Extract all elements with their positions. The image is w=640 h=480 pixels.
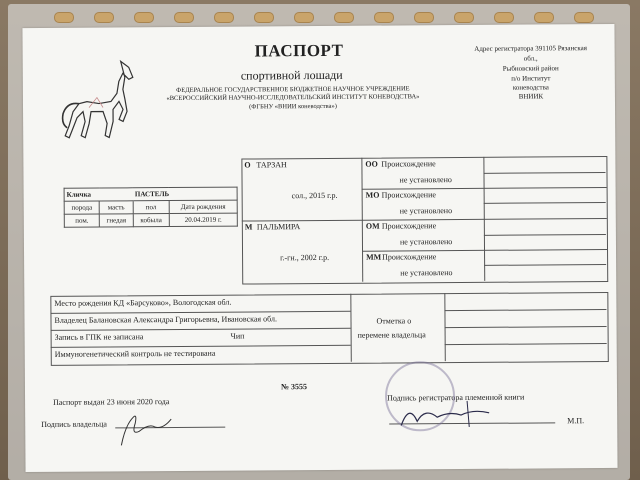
registrar-address-line-5: коневодства [512,83,549,92]
organization-line-2: «ВСЕРОССИЙСКИЙ НАУЧНО-ИССЛЕДОВАТЕЛЬСКИЙ ИНСТИТУТ КОНЕВОДСТВА» [166,93,420,103]
hole [174,12,194,23]
registrar-signature-icon [397,397,497,432]
hole [494,12,514,23]
hole [374,12,394,23]
seal-mark-label: М.П. [567,416,585,426]
registrar-address-line-1: Адрес регистратора 391105 Рязанская [474,44,587,53]
hole [334,12,354,23]
pedigree-text: не установлено [399,175,452,185]
registrar-address-line-4: п/о Институт [511,74,551,83]
hole [414,12,434,23]
birthplace-text: Место рождения КД «Барсуково», Вологодская обл. [54,297,232,308]
page-subtitle: спортивной лошади [240,67,343,83]
hole [94,12,114,23]
hole [54,12,74,23]
color-header: масть [99,201,133,214]
issued-date: Паспорт выдан 23 июня 2020 года [53,397,170,407]
hole [134,12,154,23]
owner-signature-label: Подпись владельца [41,419,107,429]
registrar-address-line-3: Рыбновский район [502,64,559,73]
sire-info: сол., 2015 г.р. [291,190,338,201]
pedigree-text: Происхождение [381,221,437,231]
name-label: Кличка [64,188,133,201]
horse-info-table [64,187,238,228]
pedigree-text: не установлено [399,206,453,216]
pedigree-text: Происхождение [381,190,436,200]
organization-line-3: (ФГБНУ «ВНИИ коневодства») [249,102,337,111]
owner-text: Владелец Балановская Александра Григорьевна, Ивановская обл. [54,314,277,325]
breed-value: пом. [64,214,99,227]
dam-prefix: М [244,222,253,232]
registrar-address-line-2: обл., [523,54,538,63]
name-value: ПАСТЕЛЬ [133,187,237,201]
pedigree-text: не установлено [399,237,453,247]
gpk-text: Запись в ГПК не записана [54,332,144,342]
owner-change-label-1: Отметка о [376,316,412,326]
chip-label: Чип [230,331,245,341]
sex-value: кобыла [133,214,169,227]
dam-info: г.-гн., 2002 г.р. [280,252,330,263]
breed-header: порода [64,201,99,214]
pedigree-code-mo: МО [365,190,380,200]
hole [254,12,274,23]
page-title: ПАСПОРТ [254,40,344,61]
pedigree-text: не установлено [400,268,453,278]
hole [534,12,554,23]
pedigree-text: Происхождение [381,159,436,169]
pedigree-code-oo: ОО [365,159,378,169]
birthdate-header: Дата рождения [169,200,237,213]
registrar-signature-label: Подпись регистратора племенной книги [387,392,525,403]
pedigree-code-om: ОМ [365,221,380,231]
passport-number: № 3555 [280,382,308,392]
registrar-address-line-6: ВНИИК [518,92,544,101]
passport-document [22,24,617,472]
birthdate-value: 20.04.2019 г. [169,213,237,226]
owner-change-label-2: перемене владельца [357,330,426,340]
hole [214,12,234,23]
hole [574,12,594,23]
sex-header: пол [133,201,169,214]
sire-prefix: О [244,160,251,170]
hole [294,12,314,23]
organization-line-1: ФЕДЕРАЛЬНОЕ ГОСУДАРСТВЕННОЕ БЮДЖЕТНОЕ НАУЧНОЕ УЧРЕЖДЕНИЕ [176,85,410,95]
hole [454,12,474,23]
color-value: гнедая [99,214,133,227]
horse-logo-icon [59,57,140,140]
immunogenetic-text: Иммуногенетический контроль не тестирована [54,348,216,359]
dam-name: ПАЛЬМИРА [256,222,301,232]
owner-signature-icon [115,405,175,451]
pedigree-code-mm: ММ [366,252,382,262]
pedigree-text: Происхождение [382,252,437,262]
sire-name: ТАРЗАН [256,160,287,170]
